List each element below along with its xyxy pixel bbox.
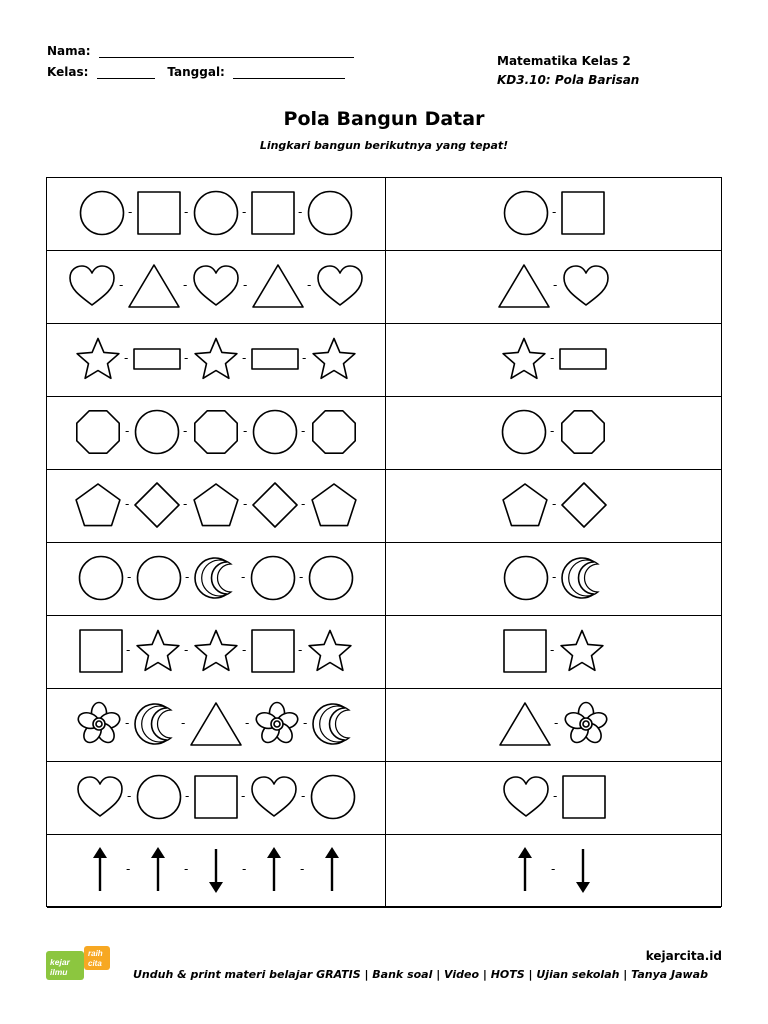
octagon-icon <box>74 409 122 455</box>
pattern-row <box>47 470 721 543</box>
separator: - <box>299 570 304 584</box>
moon-icon <box>194 555 238 601</box>
square-icon <box>194 774 238 820</box>
diamond-icon[interactable] <box>561 482 607 528</box>
star-icon <box>75 336 121 382</box>
pattern-row <box>47 251 721 324</box>
square-icon <box>137 190 181 236</box>
arrow-down-icon[interactable] <box>573 847 593 893</box>
separator: - <box>242 351 247 365</box>
flower-icon <box>76 701 122 747</box>
square-icon <box>79 628 123 674</box>
pattern-row <box>47 689 721 762</box>
arrow-up-icon <box>322 847 342 893</box>
answer-options <box>386 543 721 615</box>
star-icon[interactable] <box>559 628 605 674</box>
circle-icon[interactable] <box>503 555 549 601</box>
separator: - <box>300 862 305 876</box>
nama-label: Nama: <box>47 44 91 58</box>
separator: - <box>243 278 248 292</box>
circle-icon <box>310 774 356 820</box>
separator: - <box>551 862 556 876</box>
flower-icon[interactable] <box>563 701 609 747</box>
pentagon-icon <box>310 482 358 528</box>
moon-icon <box>134 701 178 747</box>
separator: - <box>245 716 250 730</box>
pattern-sequence <box>47 616 385 688</box>
pattern-row <box>47 762 721 835</box>
pentagon-icon <box>192 482 240 528</box>
column-divider <box>385 178 386 906</box>
separator: - <box>298 643 303 657</box>
answer-options <box>386 324 721 396</box>
separator: - <box>550 424 555 438</box>
flower-icon <box>254 701 300 747</box>
circle-icon <box>78 555 124 601</box>
site-name[interactable]: kejarcita.id <box>645 949 722 963</box>
heart-icon <box>192 263 240 309</box>
pattern-row <box>47 324 721 397</box>
svg-text:raih: raih <box>88 949 103 958</box>
separator: - <box>552 497 557 511</box>
separator: - <box>183 278 188 292</box>
separator: - <box>243 497 248 511</box>
kelas-field[interactable] <box>97 66 155 79</box>
triangle-icon <box>190 701 242 747</box>
circle-icon <box>136 555 182 601</box>
separator: - <box>125 424 130 438</box>
moon-icon <box>312 701 356 747</box>
pattern-row <box>47 397 721 470</box>
svg-text:kejar: kejar <box>50 957 70 967</box>
pattern-sequence <box>47 835 385 907</box>
separator: - <box>124 351 129 365</box>
svg-text:cita: cita <box>88 959 102 968</box>
square-icon[interactable] <box>561 190 605 236</box>
arrow-up-icon <box>148 847 168 893</box>
pattern-row <box>47 835 721 908</box>
subject: Matematika Kelas 2 <box>497 54 631 68</box>
star-icon <box>311 336 357 382</box>
pattern-sequence <box>47 397 385 469</box>
heart-icon <box>68 263 116 309</box>
separator: - <box>242 643 247 657</box>
heart-icon[interactable] <box>502 774 550 820</box>
diamond-icon <box>134 482 180 528</box>
answer-options <box>386 470 721 542</box>
nama-line <box>47 44 354 58</box>
svg-text:ilmu: ilmu <box>50 967 68 977</box>
separator: - <box>183 497 188 511</box>
separator: - <box>125 716 130 730</box>
tanggal-field[interactable] <box>233 66 345 79</box>
subject-info <box>497 52 639 90</box>
octagon-icon <box>310 409 358 455</box>
pentagon-icon <box>74 482 122 528</box>
star-icon <box>307 628 353 674</box>
separator: - <box>243 424 248 438</box>
circle-icon[interactable] <box>501 409 547 455</box>
kejarcita-logo <box>46 946 114 980</box>
separator: - <box>185 570 190 584</box>
octagon-icon[interactable] <box>559 409 607 455</box>
separator: - <box>183 424 188 438</box>
separator: - <box>241 570 246 584</box>
circle-icon <box>136 774 182 820</box>
triangle-icon[interactable] <box>499 701 551 747</box>
pattern-row <box>47 616 721 689</box>
separator: - <box>184 862 189 876</box>
heart-icon <box>316 263 364 309</box>
separator: - <box>553 278 558 292</box>
separator: - <box>301 789 306 803</box>
separator: - <box>242 862 247 876</box>
separator: - <box>126 862 131 876</box>
kd-title: Pola Barisan <box>554 73 640 87</box>
circle-icon <box>250 555 296 601</box>
answer-options <box>386 762 721 834</box>
separator: - <box>552 570 557 584</box>
answer-options <box>386 616 721 688</box>
separator: - <box>298 205 303 219</box>
pentagon-icon[interactable] <box>501 482 549 528</box>
circle-icon <box>307 190 353 236</box>
separator: - <box>241 789 246 803</box>
circle-icon <box>193 190 239 236</box>
triangle-icon <box>252 263 304 309</box>
answer-options <box>386 397 721 469</box>
star-icon[interactable] <box>501 336 547 382</box>
arrow-up-icon <box>264 847 284 893</box>
kd-line <box>497 71 639 90</box>
tanggal-label: Tanggal: <box>167 65 225 79</box>
pattern-sequence <box>47 762 385 834</box>
separator: - <box>242 205 247 219</box>
separator: - <box>126 643 131 657</box>
separator: - <box>127 789 132 803</box>
separator: - <box>302 351 307 365</box>
pattern-sequence <box>47 251 385 323</box>
star-icon <box>193 628 239 674</box>
square-icon[interactable] <box>503 628 547 674</box>
separator: - <box>554 716 559 730</box>
answer-options <box>386 251 721 323</box>
kelas-line <box>47 65 345 79</box>
arrow-down-icon <box>206 847 226 893</box>
separator: - <box>128 205 133 219</box>
pattern-table <box>46 177 722 907</box>
circle-icon[interactable] <box>503 190 549 236</box>
square-icon <box>251 628 295 674</box>
star-icon <box>135 628 181 674</box>
instruction: Lingkari bangun berikutnya yang tepat! <box>259 139 509 152</box>
kd-code: KD3.10: <box>497 73 551 87</box>
circle-icon <box>308 555 354 601</box>
pattern-sequence <box>47 324 385 396</box>
rectangle-icon[interactable] <box>559 336 607 382</box>
pattern-sequence <box>47 470 385 542</box>
pattern-row <box>47 543 721 616</box>
octagon-icon <box>192 409 240 455</box>
separator: - <box>185 789 190 803</box>
rectangle-icon <box>251 336 299 382</box>
arrow-up-icon <box>90 847 110 893</box>
diamond-icon <box>252 482 298 528</box>
separator: - <box>184 205 189 219</box>
heart-icon <box>250 774 298 820</box>
heart-icon[interactable] <box>562 263 610 309</box>
answer-options <box>386 689 721 761</box>
moon-icon[interactable] <box>561 555 605 601</box>
separator: - <box>553 789 558 803</box>
nama-field[interactable] <box>99 45 354 58</box>
square-icon <box>251 190 295 236</box>
heart-icon <box>76 774 124 820</box>
separator: - <box>181 716 186 730</box>
separator: - <box>550 351 555 365</box>
triangle-icon <box>128 263 180 309</box>
answer-options <box>386 178 721 250</box>
circle-icon <box>252 409 298 455</box>
separator: - <box>303 716 308 730</box>
separator: - <box>550 643 555 657</box>
arrow-up-icon[interactable] <box>515 847 535 893</box>
circle-icon <box>134 409 180 455</box>
separator: - <box>125 497 130 511</box>
circle-icon <box>79 190 125 236</box>
separator: - <box>301 497 306 511</box>
square-icon[interactable] <box>562 774 606 820</box>
rectangle-icon <box>133 336 181 382</box>
triangle-icon[interactable] <box>498 263 550 309</box>
pattern-sequence <box>47 178 385 250</box>
pattern-row <box>47 178 721 251</box>
answer-options <box>386 835 721 907</box>
separator: - <box>184 351 189 365</box>
separator: - <box>127 570 132 584</box>
separator: - <box>552 205 557 219</box>
pattern-sequence <box>47 689 385 761</box>
star-icon <box>193 336 239 382</box>
separator: - <box>184 643 189 657</box>
separator: - <box>307 278 312 292</box>
separator: - <box>301 424 306 438</box>
pattern-sequence <box>47 543 385 615</box>
separator: - <box>119 278 124 292</box>
page-title: Pola Bangun Datar <box>283 108 485 130</box>
kelas-label: Kelas: <box>47 65 89 79</box>
footer-tagline: Unduh & print materi belajar GRATIS | Bank soal | Video | HOTS | Ujian sekolah | Tanya Jawab <box>133 968 708 981</box>
